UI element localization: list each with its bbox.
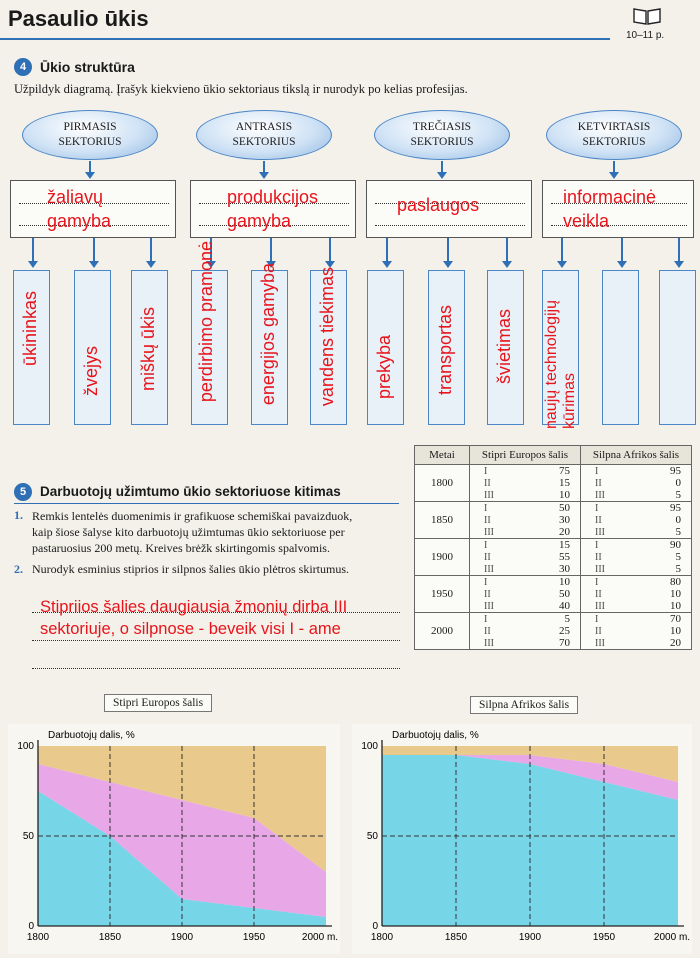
sector-label: III bbox=[581, 637, 630, 650]
job-box[interactable] bbox=[191, 241, 228, 425]
sector-name: SEKTORIUS bbox=[582, 136, 646, 148]
y-tick-label: 0 bbox=[28, 921, 34, 932]
heading-rule bbox=[14, 503, 399, 504]
table-cell: 40 bbox=[518, 600, 581, 613]
sector-label: II bbox=[470, 625, 519, 637]
task-number-badge: 5 bbox=[14, 483, 32, 501]
table-cell: 30 bbox=[518, 563, 581, 576]
task5-heading: Darbuotojų užimtumo ūkio sektoriuose kitimas bbox=[40, 484, 341, 499]
table-cell: 25 bbox=[518, 625, 581, 637]
sector-label: II bbox=[470, 514, 519, 526]
job-answer: transportas bbox=[435, 305, 455, 396]
arrow-connector bbox=[613, 161, 615, 173]
sector-label: II bbox=[581, 514, 630, 526]
table-year: 2000 bbox=[415, 613, 470, 650]
sector-ellipse-2 bbox=[196, 110, 332, 160]
x-tick-label: 1950 bbox=[242, 932, 266, 943]
table-row bbox=[415, 613, 692, 626]
sector-label: III bbox=[470, 600, 519, 613]
instruction-line: Remkis lentelės duomenimis ir grafikuose schemiškai pavaizduok, bbox=[32, 509, 353, 523]
sector-label: II bbox=[581, 625, 630, 637]
job-box[interactable] bbox=[310, 267, 347, 425]
sector-label: II bbox=[581, 477, 630, 489]
arrow-connector bbox=[678, 238, 680, 262]
sector-label: III bbox=[581, 489, 630, 502]
x-tick-label: 1900 bbox=[518, 932, 542, 943]
arrow-connector bbox=[441, 161, 443, 173]
task4-instruction: Užpildyk diagramą. Įrašyk kiekvieno ūkio sektoriaus tikslą ir nurodyk po kelias profesijas. bbox=[14, 82, 468, 96]
table-cell: 50 bbox=[518, 588, 581, 600]
job-box[interactable] bbox=[13, 270, 50, 425]
job-answer: žvejys bbox=[81, 346, 101, 397]
table-cell: 70 bbox=[518, 637, 581, 650]
sector-ellipse-3 bbox=[374, 110, 510, 160]
job-box[interactable] bbox=[74, 270, 111, 425]
arrow-connector bbox=[32, 238, 34, 262]
table-cell: 5 bbox=[518, 613, 581, 626]
table-cell: 50 bbox=[518, 502, 581, 515]
job-answer: energijos gamyba bbox=[258, 263, 278, 406]
table-row bbox=[415, 465, 692, 478]
job-answer: prekyba bbox=[374, 335, 394, 400]
y-tick-label: 100 bbox=[361, 741, 378, 752]
answer-text: sektoriuje, o silpnose - beveik visi I - ame bbox=[40, 620, 341, 638]
x-tick-label: 1900 bbox=[170, 932, 194, 943]
job-box[interactable] bbox=[367, 270, 404, 425]
x-tick-label: 1800 bbox=[26, 932, 50, 943]
sector-name: SEKTORIUS bbox=[410, 136, 474, 148]
job-answer: naujų technologijų kūrimas bbox=[543, 300, 578, 429]
arrow-connector bbox=[263, 161, 265, 173]
sector-label: III bbox=[581, 526, 630, 539]
goal-answer: žaliavų bbox=[47, 187, 104, 207]
job-box[interactable] bbox=[487, 270, 524, 425]
job-box[interactable] bbox=[542, 270, 579, 429]
y-axis-label: Darbuotojų dalis, % bbox=[48, 730, 135, 741]
arrow-connector bbox=[386, 238, 388, 262]
x-tick-label: 2000 m. bbox=[653, 932, 691, 943]
chart-label-weak: Silpna Afrikos šalis bbox=[470, 696, 578, 714]
sector-label: I bbox=[470, 502, 519, 515]
handwritten-answer bbox=[40, 596, 347, 640]
goal-answer: informacinė bbox=[563, 187, 657, 207]
sector-label: II bbox=[581, 588, 630, 600]
goal-answer: paslaugos bbox=[397, 195, 480, 215]
sector-ellipse-1 bbox=[22, 110, 158, 160]
answer-line bbox=[32, 668, 400, 669]
table-cell: 5 bbox=[629, 526, 692, 539]
arrow-connector bbox=[329, 238, 331, 262]
y-tick-label: 50 bbox=[366, 831, 378, 842]
page-title: Pasaulio ūkis bbox=[8, 6, 149, 31]
table-cell: 0 bbox=[629, 477, 692, 489]
instruction-line: pastaruosius 200 metų. Kreives brėžk skirtingomis spalvomis. bbox=[32, 541, 330, 555]
sector-label: III bbox=[581, 563, 630, 576]
job-box[interactable] bbox=[659, 270, 696, 425]
table-cell: 15 bbox=[518, 477, 581, 489]
sector-ellipse-4 bbox=[546, 110, 682, 160]
table-cell: 10 bbox=[629, 600, 692, 613]
table-header-weak: Silpna Afrikos šalis bbox=[581, 446, 692, 465]
goal-answer: veikla bbox=[563, 211, 610, 231]
arrow-connector bbox=[447, 238, 449, 262]
employment-table bbox=[414, 445, 692, 650]
arrow-connector bbox=[270, 238, 272, 262]
job-box[interactable] bbox=[428, 270, 465, 425]
table-header-year: Metai bbox=[415, 446, 470, 465]
sector-label: I bbox=[581, 576, 630, 589]
table-header-strong: Stipri Europos šalis bbox=[470, 446, 581, 465]
sector-label: I bbox=[470, 576, 519, 589]
sector-name: PIRMASIS bbox=[63, 121, 117, 133]
table-year: 1850 bbox=[415, 502, 470, 539]
sector-label: III bbox=[470, 526, 519, 539]
table-cell: 75 bbox=[518, 465, 581, 478]
table-cell: 0 bbox=[629, 514, 692, 526]
table-cell: 10 bbox=[518, 576, 581, 589]
job-answer: švietimas bbox=[494, 309, 514, 385]
sector-label: I bbox=[581, 465, 630, 478]
item-number: 1. bbox=[14, 508, 23, 522]
table-row bbox=[415, 502, 692, 515]
table-cell: 20 bbox=[629, 637, 692, 650]
y-tick-label: 100 bbox=[17, 741, 34, 752]
sector-name: ANTRASIS bbox=[235, 121, 293, 133]
arrow-connector bbox=[621, 238, 623, 262]
job-answer: vandens tiekimas bbox=[317, 267, 337, 407]
stacked-area-chart-weak bbox=[352, 724, 692, 954]
sector-label: I bbox=[470, 613, 519, 626]
x-tick-label: 1800 bbox=[370, 932, 394, 943]
task4-heading: Ūkio struktūra bbox=[40, 59, 135, 75]
job-answer: perdirbimo pramonė bbox=[196, 241, 216, 403]
sector-label: I bbox=[581, 502, 630, 515]
task5-item1 bbox=[32, 508, 352, 556]
stacked-area-chart-strong bbox=[8, 724, 340, 954]
arrow-connector bbox=[150, 238, 152, 262]
sector-label: II bbox=[470, 477, 519, 489]
goal-answer: gamyba bbox=[227, 211, 292, 231]
sector-label: I bbox=[470, 465, 519, 478]
table-cell: 5 bbox=[629, 489, 692, 502]
table-cell: 5 bbox=[629, 563, 692, 576]
table-cell: 90 bbox=[629, 539, 692, 552]
table-cell: 55 bbox=[518, 551, 581, 563]
sector-name: KETVIRTASIS bbox=[577, 121, 651, 133]
goal-answer: gamyba bbox=[47, 211, 112, 231]
goal-box-2[interactable] bbox=[190, 180, 356, 238]
table-cell: 80 bbox=[629, 576, 692, 589]
table-row bbox=[415, 576, 692, 589]
table-cell: 10 bbox=[629, 588, 692, 600]
table-cell: 95 bbox=[629, 465, 692, 478]
sector-label: II bbox=[470, 551, 519, 563]
chart-label-strong: Stipri Europos šalis bbox=[104, 694, 212, 712]
table-cell: 20 bbox=[518, 526, 581, 539]
answer-line bbox=[32, 640, 400, 641]
table-year: 1950 bbox=[415, 576, 470, 613]
goal-box-4[interactable] bbox=[542, 180, 694, 238]
y-tick-label: 0 bbox=[372, 921, 378, 932]
table-cell: 30 bbox=[518, 514, 581, 526]
job-box[interactable] bbox=[251, 263, 288, 425]
job-answer: miškų ūkis bbox=[138, 307, 158, 392]
sector-label: I bbox=[470, 539, 519, 552]
sector-name: TREČIASIS bbox=[412, 121, 472, 133]
answer-text: Stipriios šalies daugiausia žmonių dirba III bbox=[40, 598, 348, 616]
table-cell: 10 bbox=[518, 489, 581, 502]
goal-answer: produkcijos bbox=[227, 187, 319, 207]
x-tick-label: 1850 bbox=[98, 932, 122, 943]
table-year: 1800 bbox=[415, 465, 470, 502]
x-tick-label: 1950 bbox=[592, 932, 616, 943]
table-year: 1900 bbox=[415, 539, 470, 576]
instruction-line: kaip šiose šalyse kito darbuotojų užimtumas ūkio sektoriuose per bbox=[32, 525, 345, 539]
item-number: 2. bbox=[14, 562, 23, 576]
job-answer: ūkininkas bbox=[20, 291, 40, 367]
arrow-connector bbox=[93, 238, 95, 262]
book-icon bbox=[632, 6, 662, 26]
task5-item2: Nurodyk esminius stiprios ir silpnos šalies ūkio plėtros skirtumus. bbox=[32, 562, 349, 576]
table-cell: 5 bbox=[629, 551, 692, 563]
task-number-badge: 4 bbox=[14, 58, 32, 76]
table-cell: 10 bbox=[629, 625, 692, 637]
table-row bbox=[415, 539, 692, 552]
table-cell: 95 bbox=[629, 502, 692, 515]
sector-label: I bbox=[581, 613, 630, 626]
job-box[interactable] bbox=[131, 270, 168, 425]
sector-label: II bbox=[581, 551, 630, 563]
job-box[interactable] bbox=[602, 270, 639, 425]
x-tick-label: 2000 m. bbox=[301, 932, 339, 943]
sector-label: III bbox=[470, 489, 519, 502]
goal-box-3[interactable] bbox=[366, 180, 532, 238]
y-axis-label: Darbuotojų dalis, % bbox=[392, 730, 479, 741]
arrow-connector bbox=[89, 161, 91, 173]
sector-label: I bbox=[581, 539, 630, 552]
sector-label: III bbox=[470, 563, 519, 576]
title-divider bbox=[0, 38, 610, 40]
sector-name: SEKTORIUS bbox=[58, 136, 122, 148]
arrow-connector bbox=[506, 238, 508, 262]
table-cell: 15 bbox=[518, 539, 581, 552]
y-tick-label: 50 bbox=[22, 831, 34, 842]
sector-name: SEKTORIUS bbox=[232, 136, 296, 148]
sector-label: II bbox=[470, 588, 519, 600]
table-cell: 70 bbox=[629, 613, 692, 626]
sector-label: III bbox=[470, 637, 519, 650]
sector-label: III bbox=[581, 600, 630, 613]
x-tick-label: 1850 bbox=[444, 932, 468, 943]
page-reference: 10–11 p. bbox=[626, 30, 665, 41]
goal-box-1[interactable] bbox=[10, 180, 176, 238]
